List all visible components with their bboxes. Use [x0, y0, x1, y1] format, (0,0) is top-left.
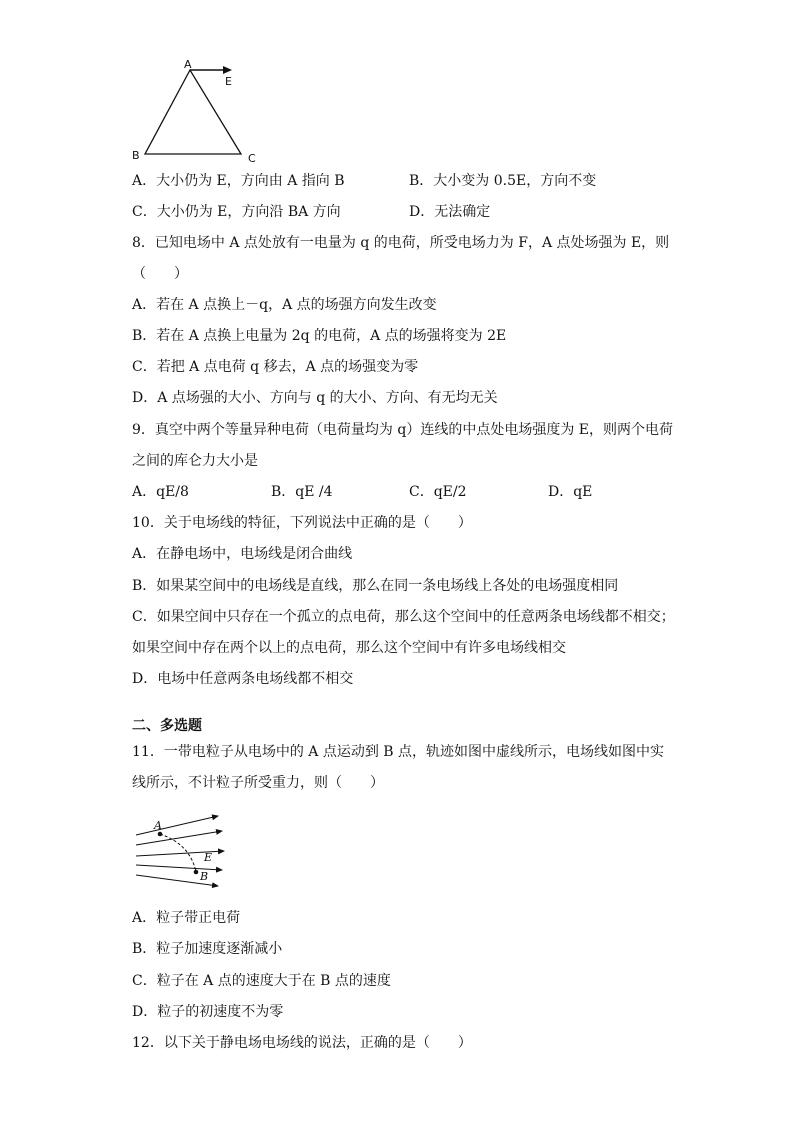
q11-option-a: A．粒子带正电荷	[132, 910, 241, 926]
q11-option-b: B．粒子加速度逐渐减小	[132, 941, 283, 957]
q8-stem-line-2: （ ）	[132, 266, 188, 282]
q7-option-d: D．无法确定	[409, 204, 491, 220]
q9-stem-line-2: 之间的库仑力大小是	[132, 453, 258, 469]
vertex-b-label: B	[132, 149, 140, 162]
q9-option-c: C．qE/2	[409, 484, 467, 500]
point-a-label: A	[154, 819, 162, 832]
q8-option-b: B．若在 A 点换上电量为 2q 的电荷，A 点的场强将变为 2E	[132, 328, 507, 344]
q7-option-c: C．大小仍为 E，方向沿 BA 方向	[132, 204, 341, 220]
q11-stem-line-1: 11．一带电粒子从电场中的 A 点运动到 B 点，轨迹如图中虚线所示，电场线如图中实	[132, 744, 665, 760]
q8-option-c: C．若把 A 点电荷 q 移去，A 点的场强变为零	[132, 359, 419, 375]
q10-option-c-line-1: C．如果空间中只存在一个孤立的点电荷，那么这个空间中的任意两条电场线都不相交；	[132, 609, 675, 625]
q9-option-d: D．qE	[548, 484, 593, 500]
vertex-a-label: A	[184, 58, 192, 71]
q8-option-a: A．若在 A 点换上－q，A 点的场强方向发生改变	[132, 297, 437, 313]
vertex-c-label: C	[248, 152, 256, 165]
q7-option-b: B．大小变为 0.5E，方向不变	[409, 173, 597, 189]
field-e-label: E	[204, 851, 213, 864]
q10-option-c-line-2: 如果空间中存在两个以上的点电荷，那么这个空间中有许多电场线相交	[132, 640, 566, 656]
field-e-label: E	[225, 75, 232, 88]
field-line-2	[136, 831, 222, 845]
q8-option-d: D．A 点场强的大小、方向与 q 的大小、方向、有无均无关	[132, 390, 498, 406]
q7-option-a: A．大小仍为 E，方向由 A 指向 B	[132, 173, 345, 189]
section-heading-multiple-choice: 二、多选题	[132, 718, 202, 734]
field-arrow-head	[223, 66, 232, 74]
q11-stem-line-2: 线所示，不计粒子所受重力，则（ ）	[132, 775, 384, 791]
q9-option-b: B．qE /4	[271, 484, 333, 500]
point-a-dot	[158, 832, 163, 837]
q10-option-d: D．电场中任意两条电场线都不相交	[132, 671, 354, 687]
q10-option-a: A．在静电场中，电场线是闭合曲线	[132, 546, 353, 562]
q10-stem: 10．关于电场线的特征，下列说法中正确的是（ ）	[132, 515, 472, 531]
triangle-field-figure	[128, 56, 268, 168]
point-b-dot	[194, 870, 199, 875]
point-b-label: B	[200, 870, 209, 883]
q8-stem-line-1: 8．已知电场中 A 点处放有一电量为 q 的电荷，所受电场力为 F，A 点处场强为 E，则	[132, 235, 670, 251]
q9-option-a: A．qE/8	[132, 484, 189, 500]
q10-option-b: B．如果某空间中的电场线是直线，那么在同一条电场线上各处的电场强度相同	[132, 578, 619, 594]
q11-option-c: C．粒子在 A 点的速度大于在 B 点的速度	[132, 973, 391, 989]
q9-stem-line-1: 9．真空中两个等量异种电荷（电荷量均为 q）连线的中点处电场强度为 E，则两个电荷	[132, 422, 673, 438]
field-line-4	[136, 865, 222, 870]
q12-stem: 12．以下关于静电场电场线的说法，正确的是（ ）	[132, 1035, 472, 1051]
q11-option-d: D．粒子的初速度不为零	[132, 1004, 284, 1020]
field-lines-trajectory-figure	[128, 808, 234, 892]
field-line-1	[136, 816, 218, 835]
